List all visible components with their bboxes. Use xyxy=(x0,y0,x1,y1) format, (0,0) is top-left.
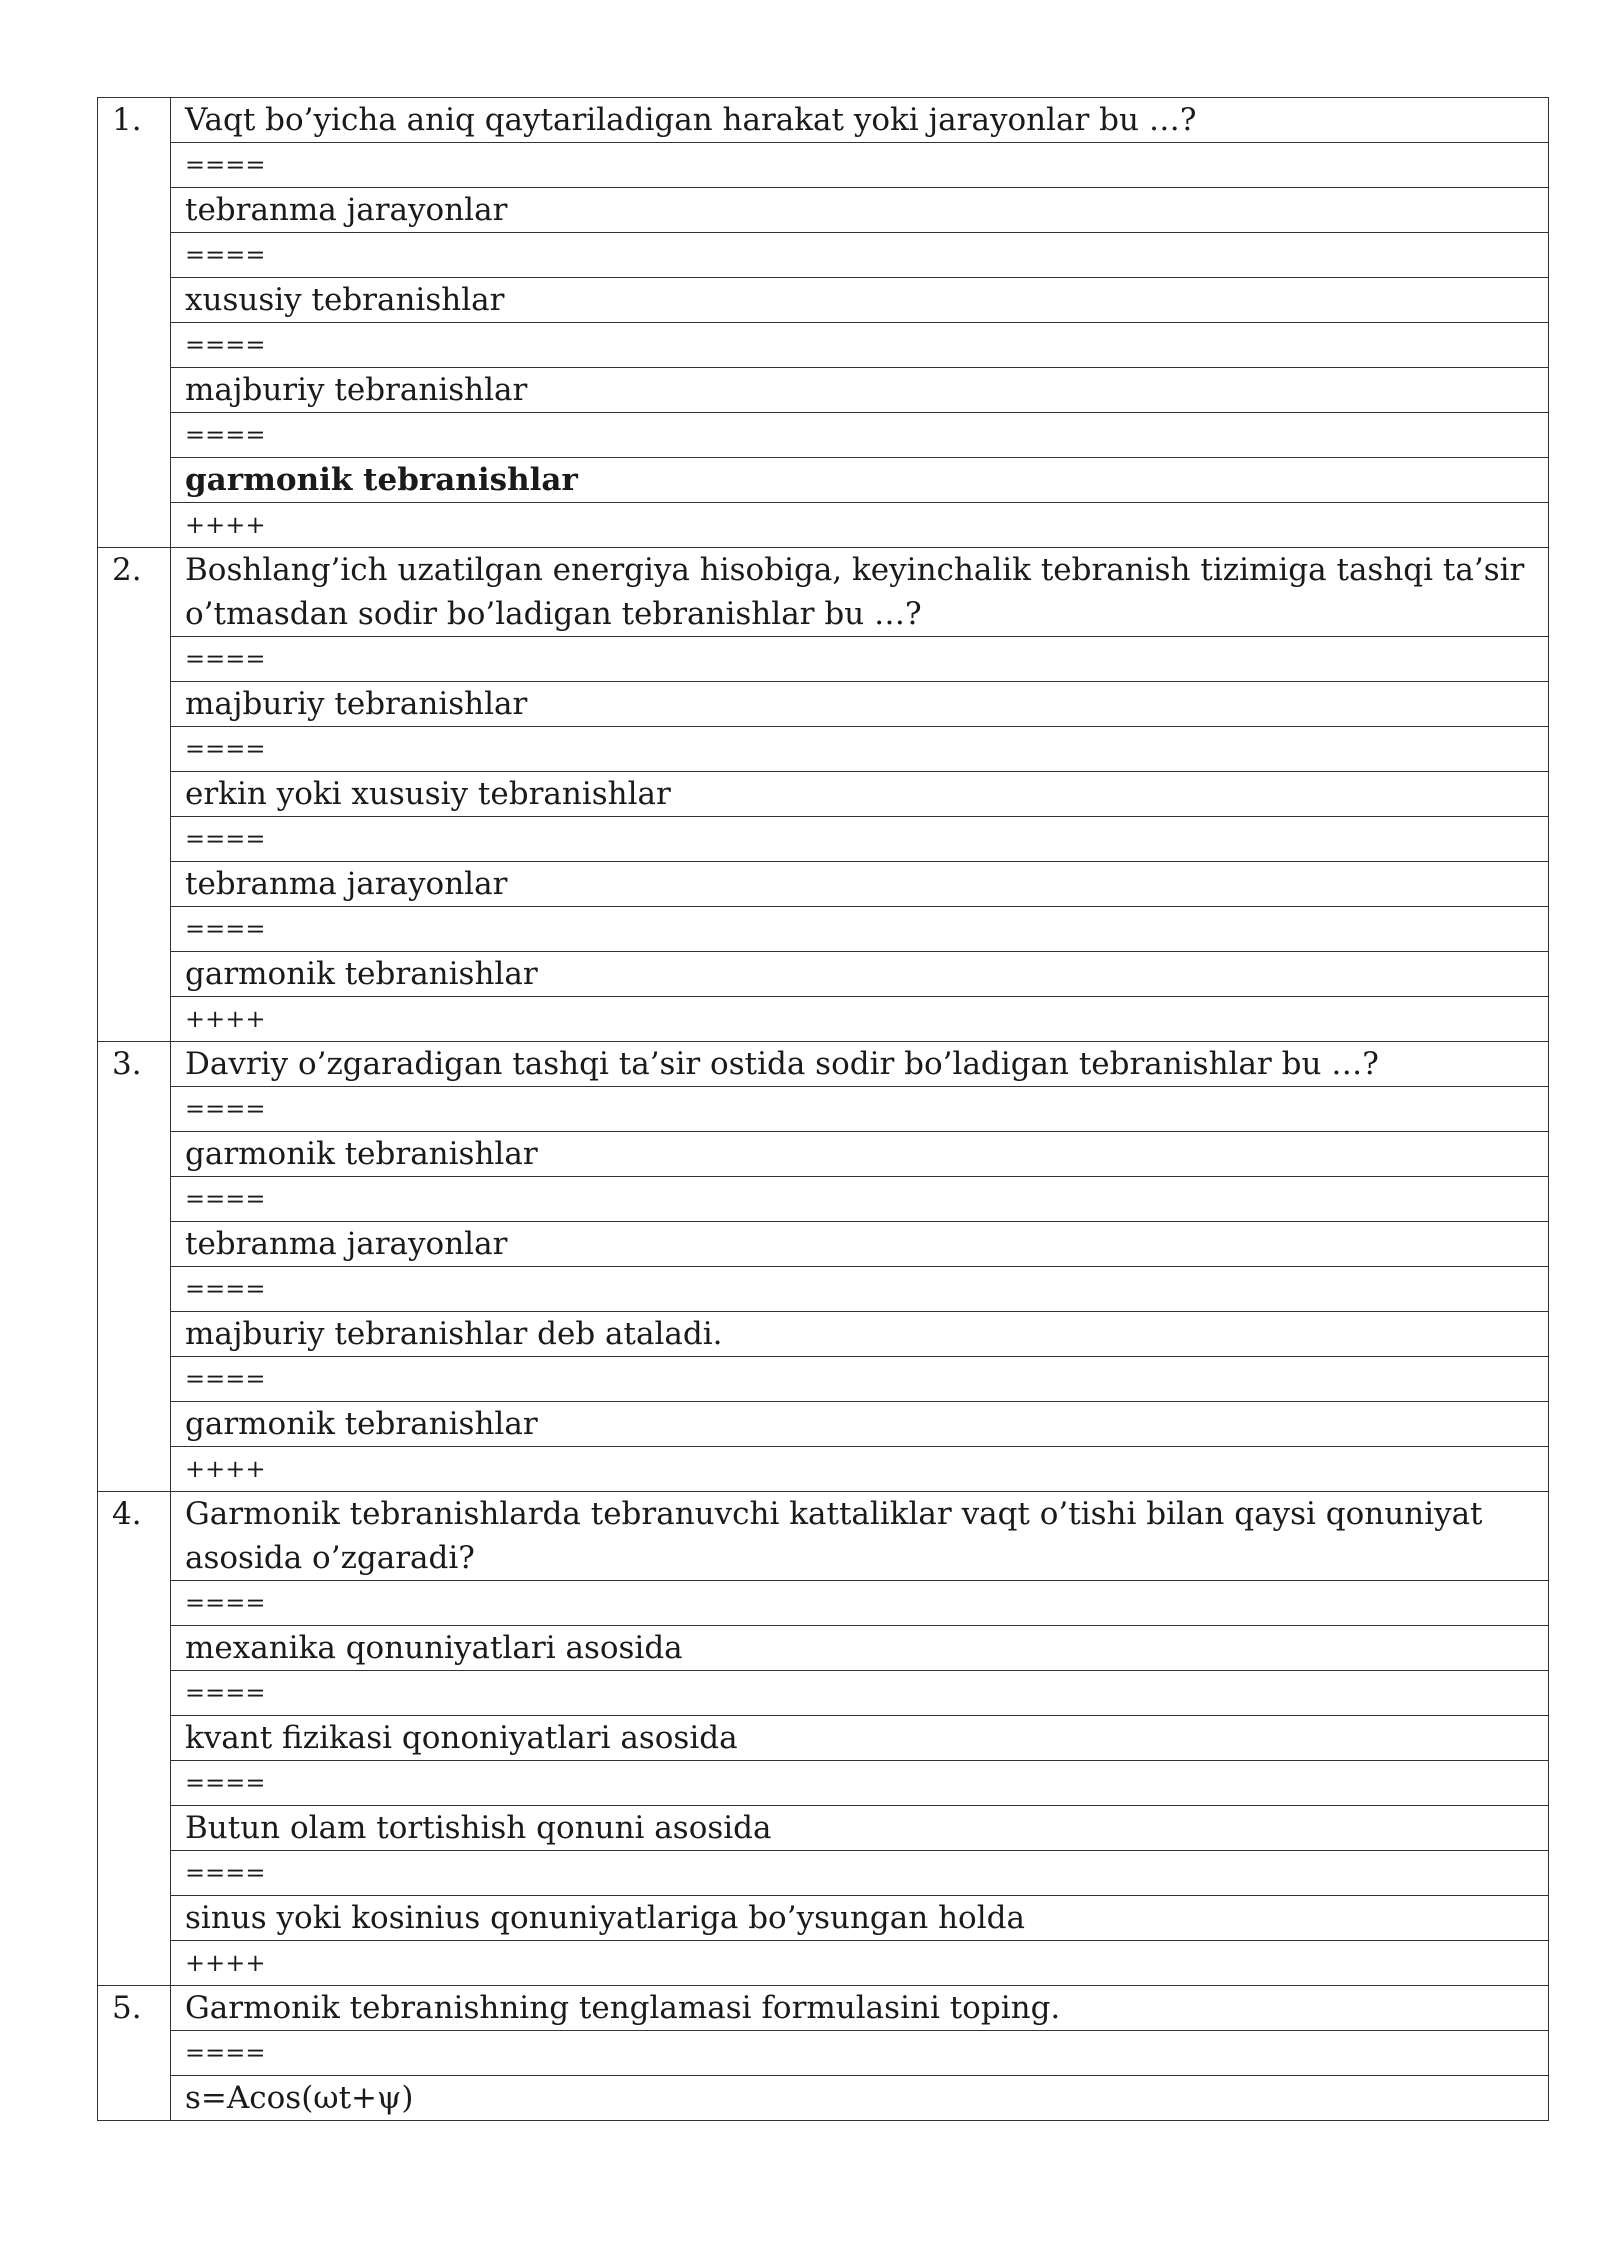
table-row xyxy=(98,1402,1549,1447)
separator-marker: ==== xyxy=(171,413,1549,458)
table-row xyxy=(98,1357,1549,1402)
question-text: Garmonik tebranishning tenglamasi formulasini toping. xyxy=(171,1986,1549,2031)
separator-marker: ++++ xyxy=(171,1941,1549,1986)
table-row xyxy=(98,1626,1549,1671)
table-row xyxy=(98,907,1549,952)
table-row xyxy=(98,1851,1549,1896)
answer-option: garmonik tebranishlar xyxy=(171,1402,1549,1447)
table-row xyxy=(98,503,1549,548)
table-row xyxy=(98,1267,1549,1312)
table-row xyxy=(98,1896,1549,1941)
table-row xyxy=(98,1761,1549,1806)
table-row xyxy=(98,188,1549,233)
separator-marker: ==== xyxy=(171,1851,1549,1896)
question-text: Boshlang’ich uzatilgan energiya hisobiga, keyinchalik tebranish tizimiga tashqi ta’sir o’tmasdan sodir bo’ladigan tebranishlar bu …? xyxy=(171,548,1549,637)
table-row xyxy=(98,98,1549,143)
table-row xyxy=(98,682,1549,727)
separator-marker: ==== xyxy=(171,727,1549,772)
answer-option: majburiy tebranishlar deb ataladi. xyxy=(171,1312,1549,1357)
table-row xyxy=(98,2031,1549,2076)
quiz-document xyxy=(97,97,1549,2121)
answer-option: s=Acos(ωt+ψ) xyxy=(171,2076,1549,2121)
table-row xyxy=(98,143,1549,188)
separator-marker: ==== xyxy=(171,907,1549,952)
table-row xyxy=(98,1941,1549,1986)
separator-marker: ++++ xyxy=(171,1447,1549,1492)
table-row xyxy=(98,1716,1549,1761)
table-row xyxy=(98,1087,1549,1132)
question-number: 2. xyxy=(98,548,171,1042)
separator-marker: ==== xyxy=(171,1177,1549,1222)
separator-marker: ==== xyxy=(171,1087,1549,1132)
separator-marker: ==== xyxy=(171,2031,1549,2076)
table-row xyxy=(98,2076,1549,2121)
table-row xyxy=(98,1806,1549,1851)
table-row xyxy=(98,1177,1549,1222)
separator-marker: ++++ xyxy=(171,503,1549,548)
table-row xyxy=(98,952,1549,997)
table-row xyxy=(98,637,1549,682)
table-row xyxy=(98,1581,1549,1626)
table-row xyxy=(98,1986,1549,2031)
table-row xyxy=(98,1492,1549,1581)
table-row xyxy=(98,772,1549,817)
table-row xyxy=(98,413,1549,458)
quiz-table xyxy=(97,97,1549,2121)
answer-option: kvant fizikasi qononiyatlari asosida xyxy=(171,1716,1549,1761)
answer-option: tebranma jarayonlar xyxy=(171,862,1549,907)
table-row xyxy=(98,233,1549,278)
table-row xyxy=(98,368,1549,413)
answer-option: tebranma jarayonlar xyxy=(171,188,1549,233)
question-text: Vaqt bo’yicha aniq qaytariladigan harakat yoki jarayonlar bu …? xyxy=(171,98,1549,143)
table-row xyxy=(98,548,1549,637)
table-row xyxy=(98,727,1549,772)
question-number: 5. xyxy=(98,1986,171,2121)
separator-marker: ==== xyxy=(171,323,1549,368)
answer-option: garmonik tebranishlar xyxy=(171,458,1549,503)
table-row xyxy=(98,862,1549,907)
answer-option: tebranma jarayonlar xyxy=(171,1222,1549,1267)
table-row xyxy=(98,997,1549,1042)
separator-marker: ==== xyxy=(171,1761,1549,1806)
answer-option: Butun olam tortishish qonuni asosida xyxy=(171,1806,1549,1851)
table-row xyxy=(98,323,1549,368)
separator-marker: ==== xyxy=(171,817,1549,862)
separator-marker: ==== xyxy=(171,1357,1549,1402)
table-row xyxy=(98,1132,1549,1177)
answer-option: majburiy tebranishlar xyxy=(171,368,1549,413)
question-number: 4. xyxy=(98,1492,171,1986)
separator-marker: ==== xyxy=(171,1267,1549,1312)
answer-option: erkin yoki xususiy tebranishlar xyxy=(171,772,1549,817)
table-row xyxy=(98,278,1549,323)
table-row xyxy=(98,458,1549,503)
answer-option: majburiy tebranishlar xyxy=(171,682,1549,727)
answer-option: garmonik tebranishlar xyxy=(171,952,1549,997)
separator-marker: ==== xyxy=(171,1671,1549,1716)
answer-option: mexanika qonuniyatlari asosida xyxy=(171,1626,1549,1671)
separator-marker: ==== xyxy=(171,143,1549,188)
question-number: 1. xyxy=(98,98,171,548)
question-number: 3. xyxy=(98,1042,171,1492)
table-row xyxy=(98,1222,1549,1267)
table-row xyxy=(98,1671,1549,1716)
separator-marker: ==== xyxy=(171,233,1549,278)
answer-option: sinus yoki kosinius qonuniyatlariga bo’ysungan holda xyxy=(171,1896,1549,1941)
separator-marker: ++++ xyxy=(171,997,1549,1042)
table-row xyxy=(98,817,1549,862)
answer-option: xususiy tebranishlar xyxy=(171,278,1549,323)
question-text: Davriy o’zgaradigan tashqi ta’sir ostida sodir bo’ladigan tebranishlar bu …? xyxy=(171,1042,1549,1087)
table-row xyxy=(98,1447,1549,1492)
table-row xyxy=(98,1042,1549,1087)
question-text: Garmonik tebranishlarda tebranuvchi kattaliklar vaqt o’tishi bilan qaysi qonuniyat asosida o’zgaradi? xyxy=(171,1492,1549,1581)
table-row xyxy=(98,1312,1549,1357)
answer-option: garmonik tebranishlar xyxy=(171,1132,1549,1177)
separator-marker: ==== xyxy=(171,637,1549,682)
separator-marker: ==== xyxy=(171,1581,1549,1626)
